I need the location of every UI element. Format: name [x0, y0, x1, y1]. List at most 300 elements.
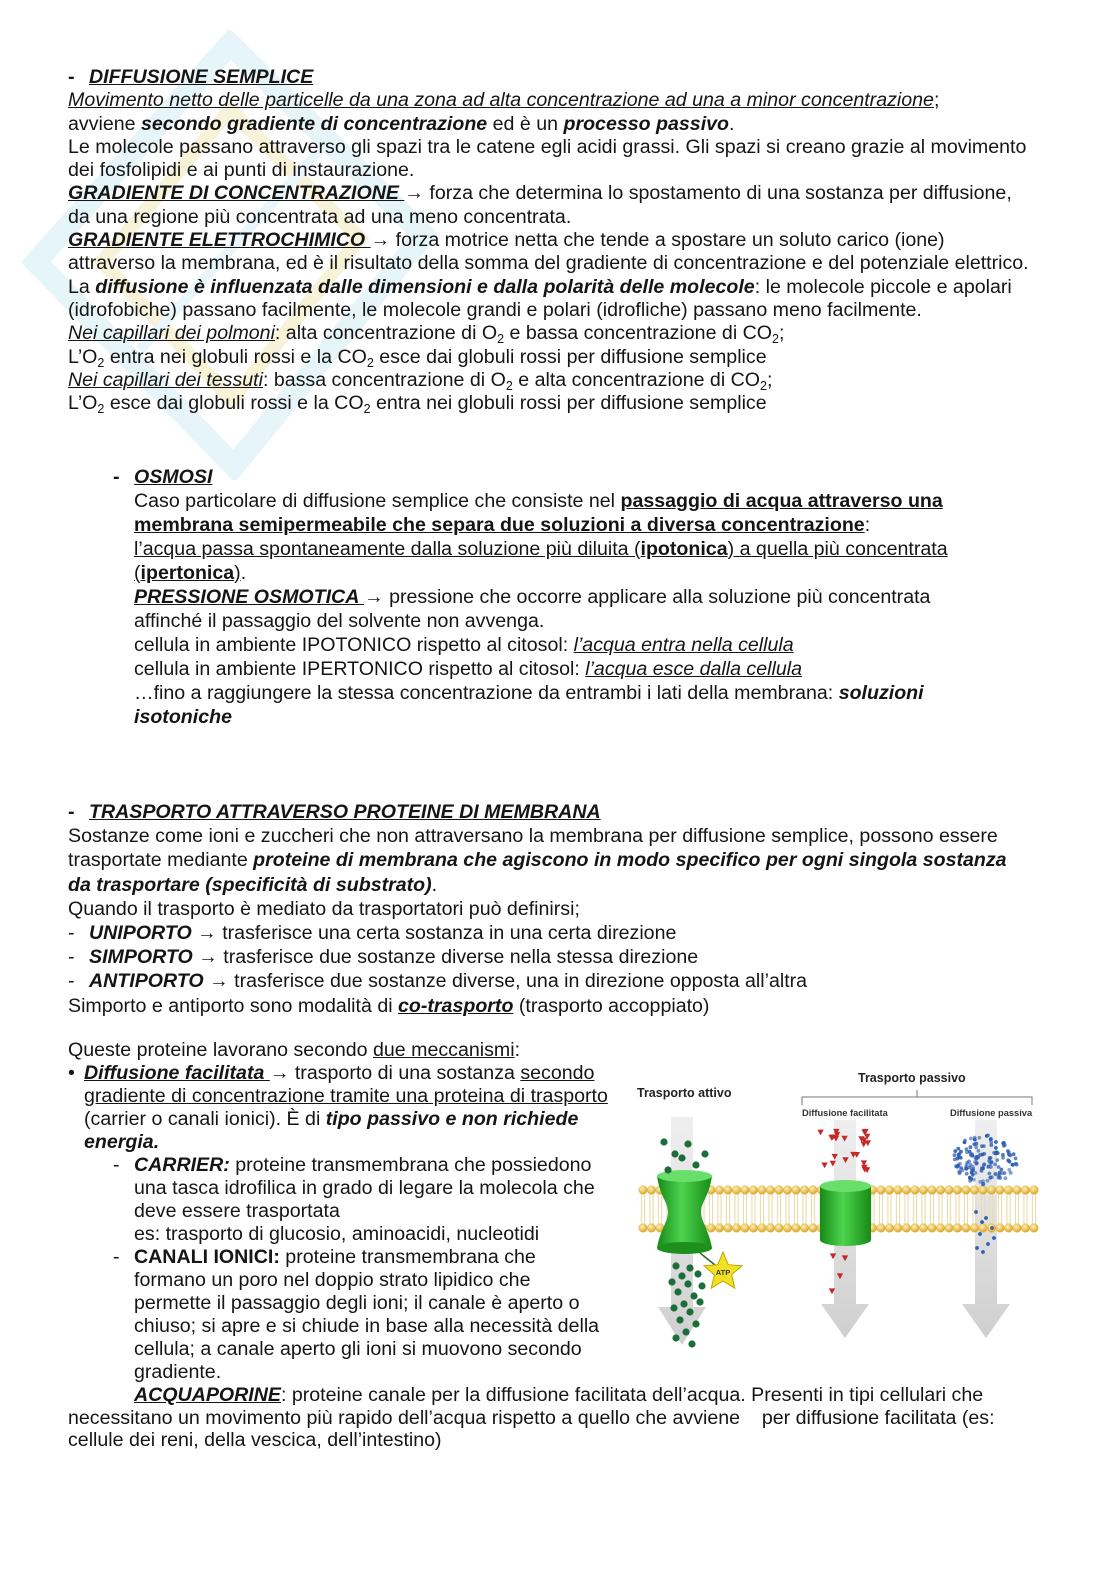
lipid-head — [877, 1186, 886, 1195]
term-facilitated-diffusion: Diffusione facilitata — [84, 1062, 270, 1084]
blue-molecule — [971, 1167, 975, 1171]
hypertonic-paragraph — [113, 657, 964, 681]
emphasis-run: diffusione è influenzata dalle dimensioni e dalla polarità delle molecole — [95, 275, 755, 298]
label-facilitated-diffusion: Diffusione facilitata — [802, 1108, 888, 1118]
lipid-head — [936, 1224, 945, 1233]
blue-molecule — [1001, 1141, 1005, 1145]
lipid-head — [919, 1186, 928, 1195]
blue-molecule — [997, 1176, 1001, 1180]
text-run: e bassa concentrazione di CO — [504, 322, 773, 345]
blue-molecule — [1009, 1171, 1013, 1175]
lipid-head — [783, 1224, 792, 1233]
blue-molecule — [986, 1179, 990, 1183]
text-run: (carrier o canali ionici). È di — [84, 1108, 326, 1130]
place-label: Nei capillari dei tessuti — [68, 368, 263, 391]
list-dash: - — [113, 1246, 120, 1268]
lipid-head — [1021, 1186, 1030, 1195]
blue-molecule — [998, 1173, 1002, 1177]
osmotic-pressure-paragraph — [113, 585, 964, 633]
atp-group — [700, 1252, 742, 1288]
blue-molecule — [994, 1146, 998, 1150]
term-carrier: CARRIER: — [134, 1154, 230, 1176]
text-run: entra nei globuli rossi per diffusione semplice — [370, 392, 767, 415]
atp-label: ATP — [715, 1268, 731, 1277]
blue-molecule — [1014, 1157, 1018, 1161]
lipid-head — [809, 1224, 818, 1233]
lipid-head — [715, 1186, 724, 1195]
lipid-head — [783, 1186, 792, 1195]
definition-run: → forza che determina lo spostamento di una sostanza per diffusione, da una regione più concentrata ad una meno concentrata. — [68, 182, 1012, 228]
green-molecule — [690, 1292, 697, 1299]
lipid-head — [800, 1224, 809, 1233]
blue-molecule — [982, 1144, 986, 1148]
green-molecule — [660, 1138, 667, 1145]
blue-molecule — [953, 1158, 957, 1162]
lipid-head — [902, 1224, 911, 1233]
text-run: . — [431, 873, 438, 896]
blue-molecule — [1006, 1149, 1010, 1153]
green-molecule — [682, 1328, 689, 1335]
blue-molecule — [980, 1220, 984, 1224]
lipid-head — [911, 1186, 920, 1195]
lipid-head — [800, 1186, 809, 1195]
lipid-head — [758, 1186, 767, 1195]
lipid-head — [775, 1224, 784, 1233]
blue-molecule — [956, 1147, 960, 1151]
blue-molecule — [956, 1163, 960, 1167]
text-run: ed è un — [487, 112, 564, 135]
mechanism-paragraph: Le molecole passano attraverso gli spazi tra le catene egli acidi grassi. Gli spazi si creano grazie al movimento dei fosfolipidi e ai punti di instaurazione. — [68, 135, 1027, 182]
emphasis-run: l’acqua entra nella cellula — [573, 634, 794, 656]
lipid-head — [953, 1224, 962, 1233]
text-run: : proteine canale per la diffusione facilitata dell’acqua. Presenti in tipi cellulari che necessitano un movimento più rapido dell’acqua rispetto a quello che avviene per diffusione facilitata (es: cellule dei reni, della vescica, dell’intestino) — [68, 1384, 1000, 1452]
green-molecule — [688, 1340, 695, 1347]
blue-molecule — [990, 1226, 994, 1230]
lipid-head — [749, 1186, 758, 1195]
text-run: : bassa concentrazione di O — [262, 368, 506, 391]
blue-molecule — [957, 1152, 961, 1156]
text-run: La — [68, 275, 96, 298]
lipid-head — [732, 1186, 741, 1195]
green-molecule — [676, 1316, 683, 1323]
list-dash: - — [68, 970, 75, 993]
label-passive-diffusion: Diffusione passiva — [950, 1108, 1033, 1118]
text-run: : — [864, 514, 871, 536]
term-acquaporine: ACQUAPORINE — [134, 1384, 281, 1406]
lipid-head — [996, 1224, 1005, 1233]
bullet-dot: • — [68, 1062, 75, 1084]
blue-molecule — [965, 1150, 969, 1154]
list-dash: - — [113, 1154, 120, 1176]
list-item-uniporto — [68, 921, 1034, 945]
text-run: Caso particolare di diffusione semplice che consiste nel — [134, 490, 621, 512]
lipid-head — [809, 1186, 818, 1195]
text-run: …fino a raggiungere la stessa concentrazione da entrambi i lati della membrana: — [134, 682, 839, 704]
blue-molecule — [989, 1162, 993, 1166]
sub-item-carrier — [113, 1154, 608, 1246]
list-item-simporto — [68, 945, 1034, 969]
heading-title: DIFFUSIONE SEMPLICE — [89, 66, 314, 88]
subscript: 2 — [363, 402, 371, 417]
underlined-run: secondo gradiente di concentrazione tramite una proteina di trasporto — [84, 1062, 608, 1107]
lipid-head — [766, 1224, 775, 1233]
underlined-run — [134, 538, 948, 584]
lipid-head — [724, 1224, 733, 1233]
green-molecule — [668, 1278, 675, 1285]
blue-molecule — [974, 1142, 978, 1146]
subscript: 2 — [97, 355, 105, 370]
lipid-head — [766, 1186, 775, 1195]
lipid-head — [877, 1224, 886, 1233]
channel-body — [820, 1186, 871, 1246]
text-run: Simporto e antiporto sono modalità di — [68, 994, 399, 1017]
lipid-head — [1030, 1224, 1039, 1233]
text-run: L’O — [68, 392, 98, 415]
bullet-item-diffusione-facilitata — [68, 1062, 608, 1154]
section-heading — [68, 800, 1034, 824]
influence-paragraph — [68, 276, 1034, 323]
carrier-example: es: trasporto di glucosio, aminoacidi, nucleotidi — [134, 1223, 540, 1245]
lipid-head — [987, 1186, 996, 1195]
emphasis-run: l’acqua esce dalla cellula — [585, 658, 802, 680]
emphasis-run: passaggio di acqua attraverso una membrana semipermeabile che separa due soluzioni a diversa concentrazione — [134, 490, 943, 536]
text-run: entra nei globuli rossi e la CO — [104, 345, 367, 368]
blue-molecule — [1011, 1163, 1015, 1167]
heading-dash: - — [68, 801, 75, 823]
tissues-paragraph — [68, 369, 1034, 392]
atp-link — [700, 1253, 715, 1265]
lipid-head — [724, 1186, 733, 1195]
acquaporine-paragraph — [68, 1384, 1034, 1452]
heading-title: TRASPORTO ATTRAVERSO PROTEINE DI MEMBRANA — [89, 801, 601, 823]
term-ion-channels: CANALI IONICI: — [134, 1246, 280, 1268]
emphasis-run: secondo gradiente di concentrazione — [140, 112, 488, 135]
blue-molecule — [990, 1175, 994, 1179]
lipid-head — [1030, 1186, 1039, 1195]
emphasis-run: tipo passivo e non richiede energia. — [84, 1108, 579, 1153]
green-molecule — [678, 1154, 685, 1161]
definition-end: ; — [933, 89, 940, 112]
list-dash: - — [68, 922, 75, 945]
lipid-head — [936, 1186, 945, 1195]
green-molecule — [664, 1166, 671, 1173]
text-run: esce dai globuli rossi e la CO — [104, 392, 364, 415]
subscript: 2 — [97, 402, 105, 417]
green-molecule — [670, 1304, 677, 1311]
blue-molecule — [974, 1210, 978, 1214]
lipid-head — [1004, 1186, 1013, 1195]
term-ipotonica: ipotonica — [640, 538, 728, 560]
term-osmotic-pressure: PRESSIONE OSMOTICA — [134, 586, 365, 608]
green-molecule — [694, 1270, 701, 1277]
channels-paragraph — [134, 1246, 608, 1384]
subscript: 2 — [772, 332, 779, 347]
blue-molecule — [1004, 1176, 1008, 1180]
text-run: ) a quella più concentrata ( — [134, 538, 948, 584]
blue-molecule — [993, 1163, 997, 1167]
tissues-exchange-paragraph — [68, 392, 1034, 415]
lipid-head — [732, 1224, 741, 1233]
blue-molecule — [989, 1137, 993, 1141]
lipid-head — [911, 1224, 920, 1233]
blue-molecule — [1003, 1171, 1007, 1175]
section-trasporto — [68, 800, 1034, 1018]
carrier-bottom — [657, 1242, 712, 1254]
mode-name: SIMPORTO — [89, 946, 193, 969]
blue-molecule — [981, 1250, 985, 1254]
lipid-head — [792, 1186, 801, 1195]
blue-molecule — [992, 1236, 996, 1240]
lipid-head — [902, 1186, 911, 1195]
lipid-head — [1021, 1224, 1030, 1233]
blue-molecule — [969, 1137, 973, 1141]
text-run: ; — [778, 322, 785, 345]
green-molecule — [678, 1272, 685, 1279]
blue-molecule — [978, 1232, 982, 1236]
blue-molecule — [965, 1163, 969, 1167]
text-run: ; — [766, 368, 773, 391]
heading-title: OSMOSI — [134, 466, 213, 488]
definition-run: → pressione che occorre applicare alla soluzione più concentrata affinché il passaggio del solvente non avvenga. — [134, 586, 931, 632]
term-concentration-gradient: GRADIENTE DI CONCENTRAZIONE — [68, 182, 405, 205]
lipid-head — [962, 1186, 971, 1195]
text-run: Sostanze come ioni e zuccheri che non attraversano la membrana per diffusione semplice, possono essere trasportate mediante — [68, 825, 998, 872]
lungs-exchange-paragraph — [68, 346, 1034, 369]
lipid-head — [928, 1224, 937, 1233]
lipid-head — [979, 1224, 988, 1233]
text-run: proteine transmembrana che possiedono una tasca idrofilica in grado di legare la molecola che deve essere trasportata — [134, 1154, 595, 1222]
label-passive-transport: Trasporto passivo — [858, 1071, 966, 1085]
lipid-head — [962, 1224, 971, 1233]
blue-molecule — [1015, 1163, 1019, 1167]
mode-description: → trasferisce una certa sostanza in una certa direzione — [191, 922, 677, 945]
lungs-paragraph — [68, 322, 1034, 345]
mode-description: → trasferisce due sostanze diverse nella stessa direzione — [192, 946, 699, 969]
lipid-head — [996, 1186, 1005, 1195]
blue-molecule — [959, 1166, 963, 1170]
text-run: cellula in ambiente IPOTONICO rispetto al citosol: — [134, 634, 574, 656]
term-electrochemical-gradient: GRADIENTE ELETTROCHIMICO — [68, 229, 371, 252]
green-molecule — [672, 1334, 679, 1341]
blue-molecule — [992, 1151, 996, 1155]
lipid-head — [792, 1224, 801, 1233]
blue-molecule — [995, 1158, 999, 1162]
section-osmosi — [113, 465, 964, 729]
blue-molecule — [1000, 1168, 1004, 1172]
blue-molecule — [1001, 1156, 1005, 1160]
text-run: e alta concentrazione di CO — [512, 368, 761, 391]
term-cotransport: co-trasporto — [398, 994, 514, 1017]
heading-dash: - — [68, 66, 75, 88]
lipid-head — [894, 1186, 903, 1195]
blue-molecule — [959, 1156, 963, 1160]
isotonic-paragraph — [113, 681, 964, 729]
subscript: 2 — [760, 378, 767, 393]
text-run: esce dai globuli rossi per diffusione semplice — [373, 345, 767, 368]
blue-molecule — [994, 1140, 998, 1144]
mode-description: → trasferisce due sostanze diverse, una in direzione opposta all’altra — [203, 970, 808, 993]
carrier-content — [134, 1154, 608, 1246]
lipid-head — [749, 1224, 758, 1233]
channel-top — [820, 1180, 871, 1192]
text-run: . — [240, 562, 247, 584]
emphasis-run: due meccanismi — [373, 1039, 515, 1061]
blue-molecule — [969, 1145, 973, 1149]
lipid-head — [970, 1224, 979, 1233]
green-molecule — [684, 1140, 691, 1147]
blue-molecule — [986, 1242, 990, 1246]
label-active-transport: Trasporto attivo — [637, 1086, 732, 1100]
text-run: . — [729, 112, 735, 135]
green-molecule — [698, 1282, 705, 1289]
gradient-paragraph — [68, 113, 1034, 136]
cotransport-paragraph — [68, 994, 1034, 1018]
blue-molecule — [970, 1171, 974, 1175]
lipid-head — [894, 1224, 903, 1233]
blue-molecule — [988, 1172, 992, 1176]
electrochemical-gradient-paragraph — [68, 229, 1034, 276]
text-run: l’acqua passa spontaneamente dalla soluzione più diluita ( — [134, 538, 641, 560]
text-run: Queste proteine lavorano secondo — [68, 1039, 373, 1061]
list-item-antiporto — [68, 969, 1034, 993]
green-molecule — [674, 1288, 681, 1295]
osmosi-intro-paragraph — [113, 489, 964, 537]
blue-molecule — [1009, 1154, 1013, 1158]
carrier-paragraph — [134, 1154, 608, 1223]
lipid-head — [707, 1224, 716, 1233]
green-molecule — [701, 1150, 708, 1157]
blue-molecule — [963, 1139, 967, 1143]
lipid-head — [979, 1186, 988, 1195]
lipid-head — [945, 1186, 954, 1195]
meccanismi-intro-paragraph — [68, 1039, 608, 1062]
text-run: L’O — [68, 345, 98, 368]
text-run: proteine transmembrana che formano un poro nel doppio strato lipidico che permette il passaggio degli ioni; il canale è aperto o chiuso; si apre e si chiude in base alla necessità della cellula; a canale aperto gli ioni si muovono secondo gradiente. — [134, 1246, 600, 1383]
hypotonic-paragraph — [113, 633, 964, 657]
concentration-gradient-paragraph — [68, 182, 1034, 229]
lipid-head — [715, 1224, 724, 1233]
lipid-head — [647, 1186, 656, 1195]
section-heading — [68, 66, 1034, 89]
blue-molecule — [967, 1160, 971, 1164]
emphasis-run: soluzioni isotoniche — [134, 682, 924, 728]
lipid-head — [945, 1224, 954, 1233]
blue-molecule — [953, 1153, 957, 1157]
blue-molecule — [977, 1136, 981, 1140]
green-molecule — [686, 1264, 693, 1271]
subscript: 2 — [505, 378, 513, 393]
blue-molecule — [953, 1149, 957, 1153]
blue-molecule — [989, 1143, 993, 1147]
blue-molecule — [975, 1157, 979, 1161]
membrane-transport-figure — [630, 1062, 1042, 1352]
text-run: cellula in ambiente IPERTONICO rispetto al citosol: — [134, 658, 586, 680]
sub-item-canali-ionici — [113, 1246, 608, 1384]
blue-molecule — [980, 1169, 984, 1173]
text-run: : alta concentrazione di O — [274, 322, 498, 345]
list-dash: - — [68, 946, 75, 969]
text-run: : le molecole piccole e apolari (idrofobiche) passano facilmente, le molecole grandi e polari (idrofliche) passano meno facilmente. — [68, 275, 1012, 321]
text-run: : — [514, 1039, 521, 1061]
definition-paragraph — [68, 89, 1034, 112]
blue-molecule — [969, 1153, 973, 1157]
blue-molecule — [982, 1182, 986, 1186]
green-molecule — [671, 1150, 678, 1157]
lipid-head — [775, 1186, 784, 1195]
text-run: ) — [234, 562, 241, 584]
green-molecule — [696, 1298, 703, 1305]
lipid-head — [885, 1186, 894, 1195]
lipid-head — [970, 1186, 979, 1195]
term-ipertonica: ipertonica — [140, 562, 235, 584]
blue-molecule — [983, 1162, 987, 1166]
green-molecule — [692, 1161, 699, 1168]
green-molecule — [684, 1280, 691, 1287]
lipid-head — [1004, 1224, 1013, 1233]
subscript: 2 — [366, 355, 374, 370]
text-run: → trasporto di una sostanza — [269, 1062, 521, 1084]
mediated-paragraph: Quando il trasporto è mediato da trasportatori può definirsi; — [68, 897, 580, 920]
channel-protein — [820, 1180, 871, 1246]
text-run: (trasporto accoppiato) — [513, 994, 710, 1017]
red-molecule — [821, 1163, 827, 1169]
blue-molecule — [984, 1216, 988, 1220]
lipid-head — [885, 1224, 894, 1233]
green-molecule — [680, 1300, 687, 1307]
green-molecule — [672, 1262, 679, 1269]
mode-name: UNIPORTO — [89, 922, 192, 945]
lipid-head — [1013, 1224, 1022, 1233]
green-molecule — [692, 1320, 699, 1327]
mode-name: ANTIPORTO — [89, 970, 204, 993]
blue-molecule — [1008, 1160, 1012, 1164]
lipid-head — [639, 1224, 648, 1233]
red-molecule — [817, 1130, 823, 1136]
text-run: avviene — [68, 112, 141, 135]
blue-molecule — [965, 1172, 969, 1176]
lipid-head — [639, 1186, 648, 1195]
trasporto-intro-paragraph — [68, 824, 1034, 897]
blue-molecule — [957, 1169, 961, 1173]
emphasis-run: proteine di membrana che agiscono in modo specifico per ogni singola sostanza da trasportare (specificità di substrato) — [68, 849, 1007, 896]
osmosi-flow-paragraph — [113, 537, 964, 585]
blue-molecule — [975, 1246, 979, 1250]
blue-molecule — [968, 1176, 972, 1180]
lipid-head — [741, 1186, 750, 1195]
lipid-head — [758, 1224, 767, 1233]
lipid-head — [741, 1224, 750, 1233]
place-label: Nei capillari dei polmoni — [68, 322, 275, 345]
section-diffusione-semplice — [68, 66, 1034, 415]
blue-molecule — [973, 1138, 977, 1142]
green-molecule — [686, 1308, 693, 1315]
blue-molecule — [975, 1161, 979, 1165]
emphasis-run: processo passivo — [563, 112, 730, 135]
definition-run: → forza motrice netta che tende a spostare un soluto carico (ione) attraverso la membrana, ed è il risultato della somma del gradiente di concentrazione e del potenziale elettrico. — [68, 229, 1029, 275]
lipid-head — [928, 1186, 937, 1195]
lipid-head — [1013, 1186, 1022, 1195]
facilitated-paragraph — [84, 1062, 608, 1154]
lipid-head — [919, 1224, 928, 1233]
blue-molecule — [985, 1134, 989, 1138]
section-heading — [113, 465, 964, 489]
definition-text: Movimento netto delle particelle da una zona ad alta concentrazione ad una a minor concentrazione — [68, 89, 934, 112]
blue-molecule — [989, 1156, 993, 1160]
subscript: 2 — [497, 332, 505, 347]
blue-molecule — [977, 1149, 981, 1153]
passive-bracket — [802, 1090, 1032, 1105]
blue-molecule — [974, 1171, 978, 1175]
